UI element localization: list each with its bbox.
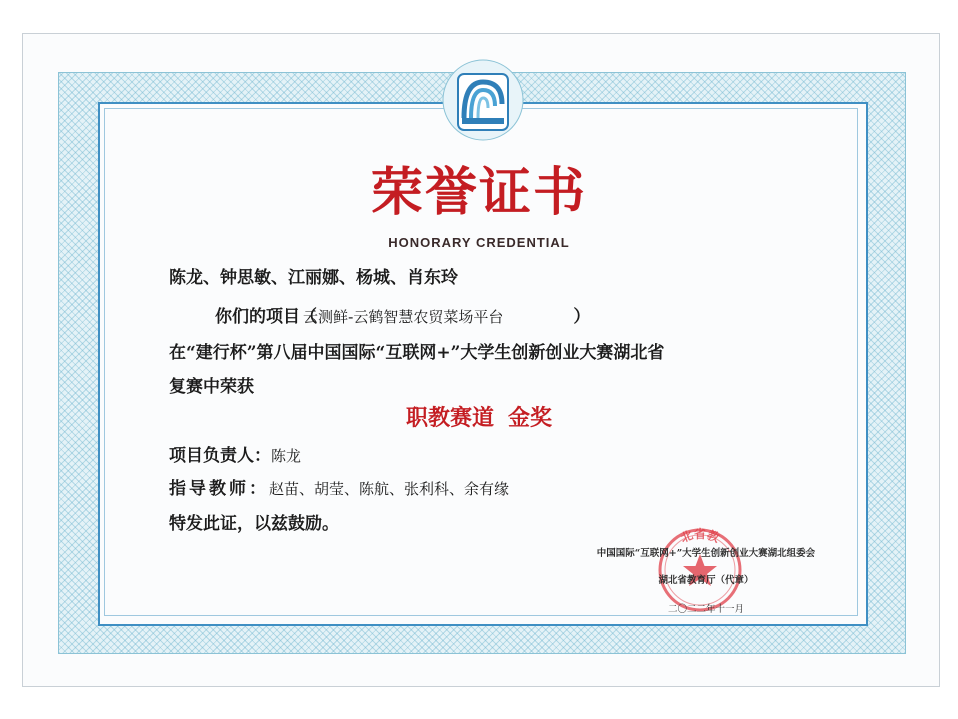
- svg-text:北省教: [679, 526, 723, 546]
- advisor-line: [169, 474, 509, 499]
- recipients-line: 陈龙、钟思敏、江丽娜、杨城、肖东玲: [169, 268, 458, 288]
- competition-emblem: [438, 52, 528, 152]
- certificate-subtitle: HONORARY CREDENTIAL: [388, 235, 570, 250]
- award-line: [0, 401, 958, 432]
- advisor-value: 赵苗、胡莹、陈航、张利科、余有缘: [269, 480, 510, 498]
- closing-line: 特发此证，以兹鼓励。: [169, 514, 339, 534]
- issue-date: 二〇二二年十一月: [667, 604, 744, 615]
- competition-line-2: 复赛中荣获: [169, 377, 254, 397]
- project-intro: 你们的项目（: [215, 307, 317, 327]
- award-track: 职教赛道: [405, 405, 494, 431]
- leader-label: 项目负责人：: [169, 446, 271, 466]
- project-close: ）: [573, 307, 591, 327]
- competition-line-1: 在“建行杯”第八届中国国际“互联网+”大学生创新创业大赛湖北省: [169, 343, 665, 363]
- project-line: [215, 302, 590, 327]
- leader-value: 陈龙: [271, 447, 302, 465]
- issuer-department: 湖北省教育厅（代章）: [658, 575, 754, 586]
- seal-text: 北省教: [678, 527, 722, 546]
- project-name: 云测鲜-云鹤智慧农贸菜场平台: [303, 308, 504, 326]
- advisor-label: 指导教师：: [169, 479, 269, 499]
- award-level: 金奖: [508, 405, 553, 431]
- certificate-title: 荣誉证书: [370, 162, 587, 223]
- issuer-organization: 中国国际“互联网+”大学生创新创业大赛湖北组委会: [596, 548, 816, 559]
- leader-line: [169, 441, 301, 466]
